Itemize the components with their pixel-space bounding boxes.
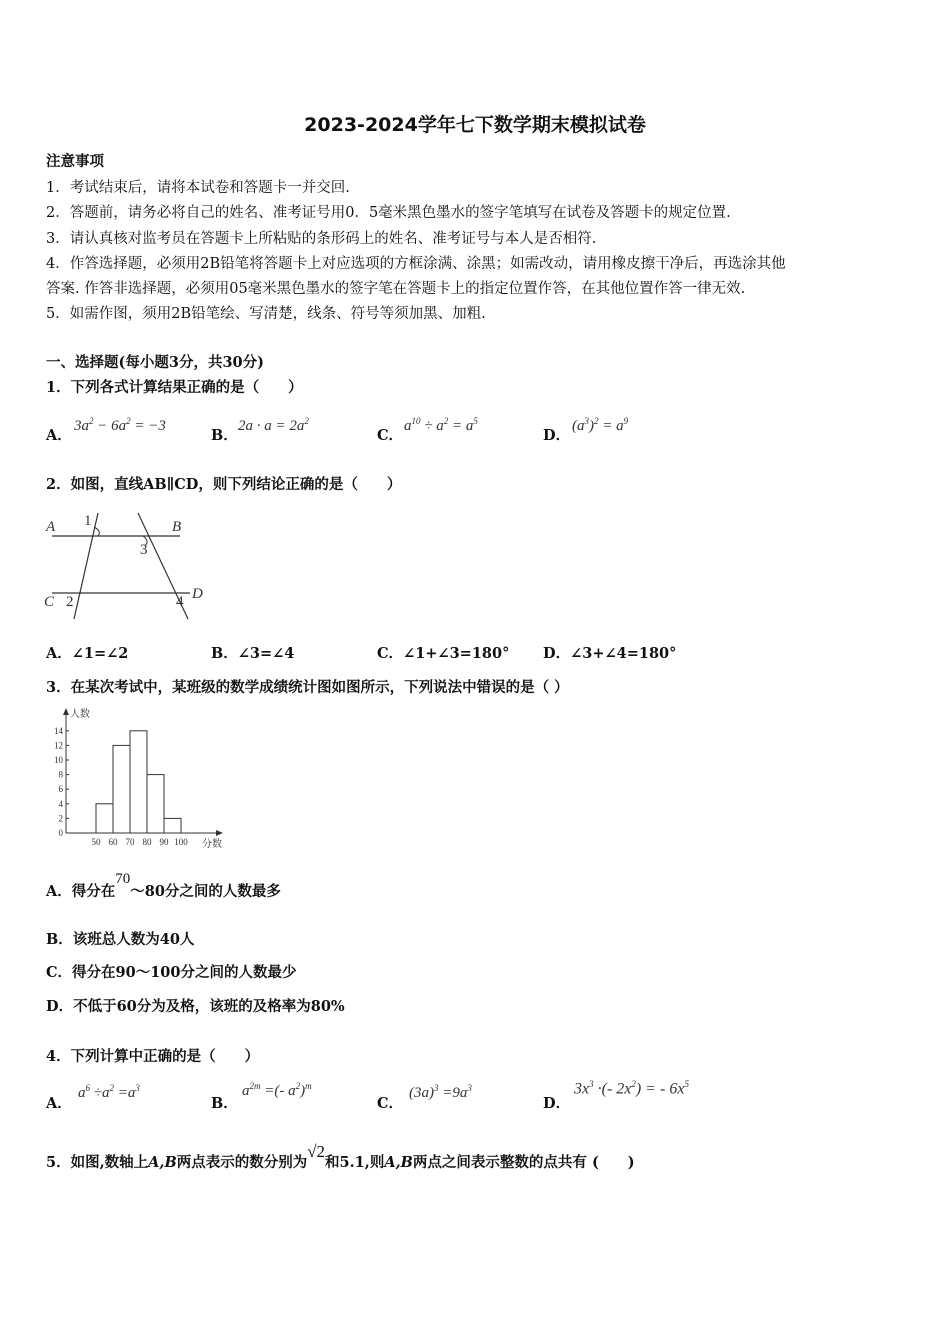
- q3-option-d: D．不低于60分为及格，该班的及格率为80%: [46, 998, 345, 1015]
- y-axis-arrow: [63, 708, 69, 715]
- point-d-label: D: [192, 586, 203, 602]
- sqrt-two: √2: [307, 1142, 326, 1161]
- note-item: 5．如需作图，须用2B铅笔绘、写清楚，线条、符号等须加黑、加粗.: [46, 306, 486, 322]
- q3-option-c: C．得分在90～100分之间的人数最少: [46, 964, 297, 981]
- histogram-bar: [147, 775, 164, 833]
- q4-option-b-label: B．: [211, 1095, 238, 1112]
- note-item: 4．作答选择题，必须用2B铅笔将答题卡上对应选项的方框涂满、涂黑；如需改动，请用橡皮擦干净后，再选涂其他: [46, 256, 786, 272]
- q4-option-c-formula: $(3a)^3 =9a^3$: [409, 1083, 472, 1101]
- x-tick-label: 80: [142, 837, 152, 847]
- q1-option-d-formula: $(a^3)^2 = a^9$: [572, 416, 629, 434]
- y-tick-label: 0: [58, 828, 63, 838]
- histogram-bar: [113, 745, 130, 833]
- question-4-stem: 4．下列计算中正确的是（ ）: [46, 1048, 260, 1065]
- y-tick-label: 14: [54, 725, 63, 736]
- q1-option-a-formula: $3a^2 - 6a^2 = -3$: [74, 416, 166, 434]
- note-item: 1．考试结束后，请将本试卷和答题卡一并交回.: [46, 180, 350, 196]
- point-b-label: B: [172, 519, 182, 535]
- point-a-label: A: [46, 519, 56, 535]
- q1-option-a-label: A．: [46, 427, 72, 444]
- note-item: 3．请认真核对监考员在答题卡上所粘贴的条形码上的姓名、准考证号与本人是否相符.: [46, 231, 597, 247]
- x-tick-label: 100: [174, 837, 188, 847]
- angle-4-label: 4: [176, 594, 184, 610]
- question-1-stem: 1．下列各式计算结果正确的是（ ）: [46, 379, 303, 396]
- section-heading: 一、选择题(每小题3分，共30分): [46, 354, 264, 371]
- q4-option-c-label: C．: [377, 1095, 404, 1112]
- parallel-lines-figure: [42, 505, 212, 625]
- q2-option-a: A．∠1=∠2: [46, 645, 129, 662]
- q3-option-a-number: 70: [115, 871, 131, 887]
- angle-1-label: 1: [84, 513, 92, 529]
- point-c-label: C: [44, 594, 55, 610]
- notes-heading: 注意事项: [46, 153, 104, 170]
- x-tick-label: 70: [125, 837, 135, 847]
- question-2-stem: 2．如图，直线AB∥CD，则下列结论正确的是（ ）: [46, 476, 402, 493]
- x-tick-label: 90: [159, 837, 169, 847]
- note-item: 答案. 作答非选择题，必须用05毫米黑色墨水的签字笔在答题卡上的指定位置作答，在其他位置作答一律无效.: [46, 281, 746, 297]
- y-tick-label: 10: [54, 755, 63, 765]
- x-axis-label: 分数: [202, 839, 222, 850]
- q3-option-b: B．该班总人数为40人: [46, 931, 195, 948]
- y-tick-label: 4: [58, 798, 63, 809]
- q1-option-d-label: D．: [543, 427, 571, 444]
- x-axis-arrow: [216, 830, 223, 836]
- q1-option-b-label: B．: [211, 427, 238, 444]
- q2-option-c: C．∠1+∠3=180°: [377, 645, 510, 662]
- angle-2-label: 2: [66, 594, 74, 610]
- q2-option-d: D．∠3+∠4=180°: [543, 645, 677, 662]
- q2-option-b: B．∠3=∠4: [211, 645, 295, 662]
- q4-option-d-label: D．: [543, 1095, 571, 1112]
- q1-option-b-formula: $2a \cdot a = 2a^2$: [238, 416, 309, 434]
- y-tick-label: 6: [58, 784, 63, 795]
- page-title: 2023-2024学年七下数学期末模拟试卷: [304, 114, 646, 136]
- note-item: 2．答题前，请务必将自己的姓名、准考证号用0．5毫米黑色墨水的签字笔填写在试卷及答题卡的规定位置.: [46, 205, 731, 221]
- q1-option-c-label: C．: [377, 427, 404, 444]
- score-histogram: [44, 705, 234, 855]
- y-tick-label: 2: [58, 813, 63, 824]
- question-3-stem: 3．在某次考试中，某班级的数学成绩统计图如图所示，下列说法中错误的是（ ）: [46, 679, 569, 696]
- q4-option-d-formula: $3x^3$ ·(- $2x^2$) = - $6x^5$: [574, 1079, 689, 1098]
- question-5-stem: 5．如图,数轴上A,B两点表示的数分别为√2和5.1,则A,B两点之间表示整数的点共有 ( ): [46, 1142, 635, 1171]
- q3-option-a: A．得分在70～80分之间的人数最多: [46, 871, 281, 900]
- histogram-bar: [164, 818, 181, 833]
- q4-option-a-formula: $a^6 \div a^2 =a^3$: [78, 1083, 140, 1101]
- y-tick-label: 12: [54, 740, 63, 751]
- q4-option-b-formula: $a^{2m}$ =(- $a^2)^m$: [242, 1081, 312, 1099]
- q4-option-a-label: A．: [46, 1095, 72, 1112]
- y-axis-label: 人数: [70, 709, 90, 720]
- x-tick-label: 60: [108, 837, 118, 847]
- angle-3-label: 3: [140, 542, 148, 558]
- histogram-bar: [96, 804, 113, 833]
- histogram-bar: [130, 731, 147, 833]
- x-tick-label: 50: [91, 837, 101, 847]
- q1-option-c-formula: $a^{10} \div a^2 = a^5$: [404, 416, 478, 434]
- y-tick-label: 8: [58, 769, 63, 780]
